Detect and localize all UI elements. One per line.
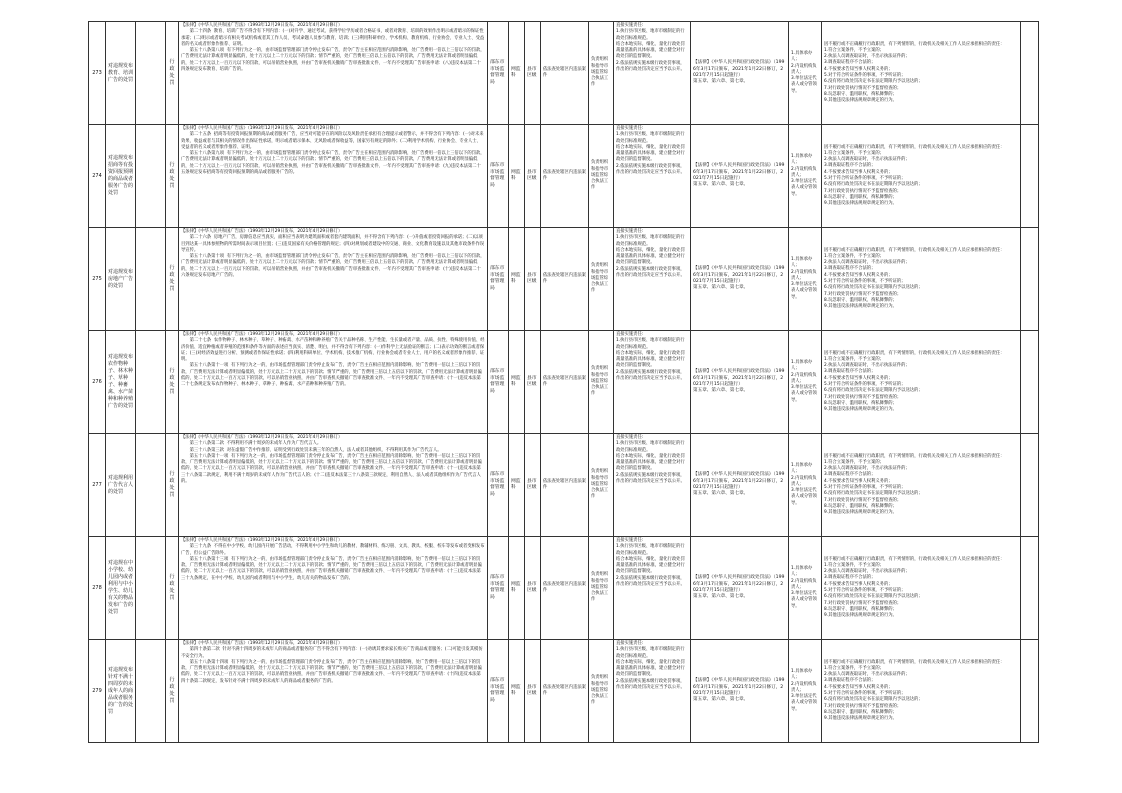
department: 邵东市市场监督管理局 (488, 434, 509, 537)
accountability: 因不履行或不正确履行行政职责，有下列情形的，行政机关及相关工作人员应承担相应的责任： 1.符合立案条件，不予立案的； 2.执法人员调查取证时，不出示执法证件的； 3.调查取证程序不合法的； 4.不按要求告知当事人权利义务的； 5.对于符合听证条件的事项，不予听证的； 6.没有将行政处罚决定书在法定期限内予以送达的； 7.对行政处罚执行情况不予监督检查的； 8.玩忽职守、滥用职权、徇私舞弊的； 9.其他违反法律法规规章规定的行为。 (822, 228, 1021, 331)
responsible-subject: 1.具体承办人； 2.内设机构负责人； 3.单位法定代表人或分管领导。 (789, 537, 822, 640)
duty: 负责组织和指导市场监管综合执法工作 (589, 228, 614, 331)
table-row (89, 331, 1039, 434)
row-number: 277 (89, 434, 106, 537)
level: 县市区级 (525, 331, 541, 434)
row-number: 274 (89, 125, 106, 228)
item-name: 对违规发布招商等有投资回报预期的商品或者服务广告的处罚 (106, 125, 136, 228)
section: 网监科 (509, 434, 525, 537)
accountability: 因不履行或不正确履行行政职责，有下列情形的，行政机关及相关工作人员应承担相应的责任： 1.符合立案条件，不予立案的； 2.执法人员调查取证时，不出示执法证件的； 3.调查取证程序不合法的； 4.不按要求告知当事人权利义务的； 5.对于符合听证条件的事项，不予听证的； 6.没有将行政处罚决定书在法定期限内予以送达的； 7.对行政处罚执行情况不予监督检查的； 8.玩忽职守、滥用职权、徇私舞弊的； 9.其他违反法律法规规章规定的行为。 (822, 331, 1021, 434)
legal-basis: 【法律】《中华人民共和国广告法》（1993年12月29日发布，2021年4月29日修订） 第四十条第二款 针对不满十四周岁的未成年人的商品或者服务的广告不得含有下列内容：(一)劝诱其要求家长购买广告商品或者服务；(二)可能引发其模仿不安全行为。 第五十八条第十四项 有下列行为之一的，由市场监督管理部门责令停止发布广告，责令广告主在相应范围内消除影响，处广告费用一倍以上三倍以下的罚款，广告费用无法计算或者明显偏低的，处十万元以上二十万元以下的罚款；情节严重的，处广告费用三倍以上五倍以下的罚款，广告费用无法计算或者明显偏低的，处二十万元以上一百万元以下的罚款，可以吊销营业执照，并由广告审查机关撤销广告审查批准文件、一年内不受理其广告审查申请：(十四)违反本法第四十条第二款规定，发布针对不满十四周岁的未成年人的商品或者服务的广告的。 (179, 640, 488, 743)
row-number: 273 (89, 22, 106, 125)
duty-detail: 直接实施责任: 1.执行县市区级、地市市级制定的行政处罚标准规范。 结合本地实际，细化、量化行政处罚裁量基准的具体标准，建立健全对行政处罚的监督制度。 2.依法依规实施本级行政处罚事项，作出的行政处罚决定应当予以公开。 (614, 434, 691, 537)
department: 邵东市市场监督管理局 (488, 537, 509, 640)
duty-detail: 直接实施责任: 1.执行县市区级、地市市级制定的行政处罚标准规范。 结合本地实际，细化、量化行政处罚裁量基准的具体标准，建立健全对行政处罚的监督制度。 2.依法依规实施本级行政处罚事项，作出的行政处罚决定应当予以公开。 (614, 125, 691, 228)
responsible-subject: 1.具体承办人； 2.内设机构负责人； 3.单位法定代表人或分管领导。 (789, 331, 822, 434)
row-number: 279 (89, 640, 106, 743)
empty-cell (136, 331, 166, 434)
empty-cell (1021, 537, 1039, 640)
law-reference: 【法律】《中华人民共和国行政处罚法》（1996年3月17日颁布，2021年1月22日修订，2021年7月15日起施行） 第五章、第六章、第七章。 (691, 228, 789, 331)
item-name: 对违规利用广告代言人的处罚 (106, 434, 136, 537)
responsible-subject: 1.具体承办人； 2.内设机构负责人； 3.单位法定代表人或分管领导。 (789, 228, 822, 331)
responsible-subject: 1.具体承办人； 2.内设机构负责人； 3.单位法定代表人或分管领导。 (789, 125, 822, 228)
legal-basis: 【法律】《中华人民共和国广告法》（1993年12月29日发布，2021年4月29日修订） 第二十四条 教育、培训广告不得含有下列内容：(一)对升学、通过考试、获得学位学历或者合格证书，或者对教育、培训的效果作出明示或者暗示的保证性承诺；(二)明示或者暗示有相关考试机构或者其工作人员、考试命题人员参与教育、培训；(三)利用科研单位、学术机构、教育机构、行业协会、专业人士、受益者的名义或者形象作推荐、证明。 第五十八条第八项 有下列行为之一的，由市场监督管理部门责令停止发布广告，责令广告主在相应范围内消除影响，处广告费用一倍以上三倍以下的罚款，广告费用无法计算或者明显偏低的，处十万元以上二十万元以下的罚款；情节严重的，处广告费用三倍以上五倍以下的罚款，广告费用无法计算或者明显偏低的，处二十万元以上一百万元以下的罚款，可以吊销营业执照，并由广告审查机关撤销广告审查批准文件、一年内不受理其广告审查申请：(八)违反本法第二十四条规定发布教育、培训广告的。 (179, 22, 488, 125)
scope: 依法查处辖区内违法案件 (541, 331, 589, 434)
empty-cell (136, 537, 166, 640)
duty-detail: 直接实施责任: 1.执行县市区级、地市市级制定的行政处罚标准规范。 结合本地实际，细化、量化行政处罚裁量基准的具体标准，建立健全对行政处罚的监督制度。 2.依法依规实施本级行政处罚事项，作出的行政处罚决定应当予以公开。 (614, 640, 691, 743)
scope: 依法查处辖区内违法案件 (541, 640, 589, 743)
section: 网监科 (509, 22, 525, 125)
table-row (89, 640, 1039, 743)
duty: 负责组织和指导市场监管综合执法工作 (589, 331, 614, 434)
section: 网监科 (509, 125, 525, 228)
item-type: 行政处罚 (166, 537, 179, 640)
level: 县市区级 (525, 125, 541, 228)
item-name: 对违规发布教育、培训广告的处罚 (106, 22, 136, 125)
empty-cell (1021, 331, 1039, 434)
empty-cell (1021, 228, 1039, 331)
table-row (89, 434, 1039, 537)
law-reference: 【法律】《中华人民共和国行政处罚法》（1996年3月17日颁布，2021年1月22日修订，2021年7月15日起施行） 第五章、第六章、第七章。 (691, 537, 789, 640)
row-number: 275 (89, 228, 106, 331)
item-name: 对违规发布房地产广告的处罚 (106, 228, 136, 331)
scope: 依法查处辖区内违法案件 (541, 22, 589, 125)
legal-basis: 【法律】《中华人民共和国广告法》（1993年12月29日发布，2021年4月29日修订） 第三十九条 不得在中小学校、幼儿园内开展广告活动，不得利用中小学生和幼儿的教材、教辅材料、练习册、文具、教具、校服、校车等发布或者变相发布广告，但公益广告除外。 第五十八条第十三项 有下列行为之一的，由市场监督管理部门责令停止发布广告，责令广告主在相应范围内消除影响，处广告费用一倍以上三倍以下的罚款，广告费用无法计算或者明显偏低的，处十万元以上二十万元以下的罚款；情节严重的，处广告费用三倍以上五倍以下的罚款，广告费用无法计算或者明显偏低的，处二十万元以上一百万元以下的罚款，可以吊销营业执照，并由广告审查机关撤销广告审查批准文件、一年内不受理其广告审查申请：(十三)违反本法第三十九条规定，在中小学校、幼儿园内或者利用与中小学生、幼儿有关的物品发布广告的。 (179, 537, 488, 640)
item-type: 行政处罚 (166, 434, 179, 537)
item-name: 对违规发布针对不满十四周岁的未成年人的商品或者服务的广告的处罚 (106, 640, 136, 743)
law-reference: 【法律】《中华人民共和国行政处罚法》（1996年3月17日颁布，2021年1月22日修订，2021年7月15日起施行） 第五章、第六章、第七章。 (691, 125, 789, 228)
department: 邵东市市场监督管理局 (488, 125, 509, 228)
empty-cell (1021, 22, 1039, 125)
department: 邵东市市场监督管理局 (488, 640, 509, 743)
accountability: 因不履行或不正确履行行政职责，有下列情形的，行政机关及相关工作人员应承担相应的责任： 1.符合立案条件，不予立案的； 2.执法人员调查取证时，不出示执法证件的； 3.调查取证程序不合法的； 4.不按要求告知当事人权利义务的； 5.对于符合听证条件的事项，不予听证的； 6.没有将行政处罚决定书在法定期限内予以送达的； 7.对行政处罚执行情况不予监督检查的； 8.玩忽职守、滥用职权、徇私舞弊的； 9.其他违反法律法规规章规定的行为。 (822, 537, 1021, 640)
scope: 依法查处辖区内违法案件 (541, 228, 589, 331)
table-row (89, 537, 1039, 640)
accountability: 因不履行或不正确履行行政职责，有下列情形的，行政机关及相关工作人员应承担相应的责任： 1.符合立案条件，不予立案的； 2.执法人员调查取证时，不出示执法证件的； 3.调查取证程序不合法的； 4.不按要求告知当事人权利义务的； 5.对于符合听证条件的事项，不予听证的； 6.没有将行政处罚决定书在法定期限内予以送达的； 7.对行政处罚执行情况不予监督检查的； 8.玩忽职守、滥用职权、徇私舞弊的； 9.其他违反法律法规规章规定的行为。 (822, 22, 1021, 125)
legal-basis: 【法律】《中华人民共和国广告法》（1993年12月29日发布，2021年4月29日修订） 第三十八条第二款 不得利用不满十周岁的未成年人作为广告代言人。 第三十八条第三款 对在虚假广告中作推荐、证明受到行政处罚未满三年的自然人、法人或者其他组织，不得利用其作为广告代言人。 第五十八条第十一项 有下列行为之一的，由市场监督管理部门责令停止发布广告，责令广告主在相应范围内消除影响，处广告费用一倍以上三倍以下的罚款，广告费用无法计算或者明显偏低的，处十万元以上二十万元以下的罚款；情节严重的，处广告费用三倍以上五倍以下的罚款，广告费用无法计算或者明显偏低的，处二十万元以上一百万元以下的罚款，可以吊销营业执照，并由广告审查机关撤销广告审查批准文件、一年内不受理其广告审查申请：(十一)违反本法第三十八条第二款规定，利用不满十周岁的未成年人作为广告代言人的；(十二)违反本法第三十八条第三款规定，利用自然人、法人或者其他组织作为广告代言人的。 (179, 434, 488, 537)
section: 网监科 (509, 331, 525, 434)
item-type: 行政处罚 (166, 331, 179, 434)
item-type: 行政处罚 (166, 125, 179, 228)
empty-cell (1021, 125, 1039, 228)
duty-detail: 直接实施责任: 1.执行县市区级、地市市级制定的行政处罚标准规范。 结合本地实际，细化、量化行政处罚裁量基准的具体标准，建立健全对行政处罚的监督制度。 2.依法依规实施本级行政处罚事项，作出的行政处罚决定应当予以公开。 (614, 537, 691, 640)
level: 县市区级 (525, 228, 541, 331)
scope: 依法查处辖区内违法案件 (541, 537, 589, 640)
empty-cell (136, 22, 166, 125)
scope: 依法查处辖区内违法案件 (541, 125, 589, 228)
law-reference: 【法律】《中华人民共和国行政处罚法》（1996年3月17日颁布，2021年1月22日修订，2021年7月15日起施行） 第五章、第六章、第七章。 (691, 640, 789, 743)
responsible-subject: 1.具体承办人； 2.内设机构负责人； 3.单位法定代表人或分管领导。 (789, 434, 822, 537)
law-reference: 【法律】《中华人民共和国行政处罚法》（1996年3月17日颁布，2021年1月22日修订，2021年7月15日起施行） 第五章、第六章、第七章。 (691, 434, 789, 537)
row-number: 278 (89, 537, 106, 640)
department: 邵东市市场监督管理局 (488, 228, 509, 331)
item-name: 对违规发布农作物种子、林木种子、草种子、种畜禽、水产苗种和种养殖广告的处罚 (106, 331, 136, 434)
legal-basis: 【法律】《中华人民共和国广告法》（1993年12月29日发布，2021年4月29日修订） 第二十五条 招商等有投资回报预期的商品或者服务广告，应当对可能存在的风险以及风险责任承担有合理提示或者警示，并不得含有下列内容：(一)对未来效果、收益或者与其相关的情况作出保证性承诺，明示或者暗示保本、无风险或者保收益等，国家另有规定的除外；(二)利用学术机构、行业协会、专业人士、受益者的名义或者形象作推荐、证明。 第五十八条第九项 有下列行为之一的，由市场监督管理部门责令停止发布广告，责令广告主在相应范围内消除影响，处广告费用一倍以上三倍以下的罚款，广告费用无法计算或者明显偏低的，处十万元以上二十万元以下的罚款；情节严重的，处广告费用三倍以上五倍以下的罚款，广告费用无法计算或者明显偏低的，处二十万元以上一百万元以下的罚款，可以吊销营业执照，并由广告审查机关撤销广告审查批准文件、一年内不受理其广告审查申请：(九)违反本法第二十五条规定发布招商等有投资回报预期的商品或者服务广告的。 (179, 125, 488, 228)
duty-detail: 直接实施责任: 1.执行县市区级、地市市级制定的行政处罚标准规范。 结合本地实际，细化、量化行政处罚裁量基准的具体标准，建立健全对行政处罚的监督制度。 2.依法依规实施本级行政处罚事项，作出的行政处罚决定应当予以公开。 (614, 331, 691, 434)
table-row (89, 22, 1039, 125)
department: 邵东市市场监督管理局 (488, 22, 509, 125)
duty: 负责组织和指导市场监管综合执法工作 (589, 434, 614, 537)
table-row (89, 125, 1039, 228)
responsible-subject: 1.具体承办人； 2.内设机构负责人； 3.单位法定代表人或分管领导。 (789, 22, 822, 125)
duty: 负责组织和指导市场监管综合执法工作 (589, 125, 614, 228)
empty-cell (136, 434, 166, 537)
level: 县市区级 (525, 434, 541, 537)
law-reference: 【法律】《中华人民共和国行政处罚法》（1996年3月17日颁布，2021年1月22日修订，2021年7月15日起施行） 第五章、第六章、第七章。 (691, 331, 789, 434)
legal-basis: 【法律】《中华人民共和国广告法》（1993年12月29日发布，2021年4月29日修订） 第二十六条 房地产广告，房源信息应当真实，面积应当表明为建筑面积或者套内建筑面积，并不得含有下列内容：(一)升值或者投资回报的承诺；(二)以项目到达某一具体参照物的所需时间表示项目位置；(三)违反国家有关价格管理的规定；(四)对规划或者建设中的交通、商业、文化教育设施以及其他市政条件作误导宣传。 第五十八条第十项 有下列行为之一的，由市场监督管理部门责令停止发布广告，责令广告主在相应范围内消除影响，处广告费用一倍以上三倍以下的罚款，广告费用无法计算或者明显偏低的，处十万元以上二十万元以下的罚款；情节严重的，处广告费用三倍以上五倍以下的罚款，广告费用无法计算或者明显偏低的，处二十万元以上一百万元以下的罚款，可以吊销营业执照，并由广告审查机关撤销广告审查批准文件、一年内不受理其广告审查申请：(十)违反本法第二十六条规定发布房地产广告的。 (179, 228, 488, 331)
accountability: 因不履行或不正确履行行政职责，有下列情形的，行政机关及相关工作人员应承担相应的责任： 1.符合立案条件，不予立案的； 2.执法人员调查取证时，不出示执法证件的； 3.调查取证程序不合法的； 4.不按要求告知当事人权利义务的； 5.对于符合听证条件的事项，不予听证的； 6.没有将行政处罚决定书在法定期限内予以送达的； 7.对行政处罚执行情况不予监督检查的； 8.玩忽职守、滥用职权、徇私舞弊的； 9.其他违反法律法规规章规定的行为。 (822, 434, 1021, 537)
law-reference: 【法律】《中华人民共和国行政处罚法》（1996年3月17日颁布，2021年1月22日修订，2021年7月15日起施行） 第五章、第六章、第七章。 (691, 22, 789, 125)
level: 县市区级 (525, 640, 541, 743)
empty-cell (136, 228, 166, 331)
duty: 负责组织和指导市场监管综合执法工作 (589, 537, 614, 640)
empty-cell (1021, 434, 1039, 537)
duty-detail: 直接实施责任: 1.执行县市区级、地市市级制定的行政处罚标准规范。 结合本地实际，细化、量化行政处罚裁量基准的具体标准，建立健全对行政处罚的监督制度。 2.依法依规实施本级行政处罚事项，作出的行政处罚决定应当予以公开。 (614, 22, 691, 125)
accountability: 因不履行或不正确履行行政职责，有下列情形的，行政机关及相关工作人员应承担相应的责任： 1.符合立案条件，不予立案的； 2.执法人员调查取证时，不出示执法证件的； 3.调查取证程序不合法的； 4.不按要求告知当事人权利义务的； 5.对于符合听证条件的事项，不予听证的； 6.没有将行政处罚决定书在法定期限内予以送达的； 7.对行政处罚执行情况不予监督检查的； 8.玩忽职守、滥用职权、徇私舞弊的； 9.其他违反法律法规规章规定的行为。 (822, 125, 1021, 228)
duty: 负责组织和指导市场监管综合执法工作 (589, 640, 614, 743)
section: 网监科 (509, 228, 525, 331)
duty: 负责组织和指导市场监管综合执法工作 (589, 22, 614, 125)
level: 县市区级 (525, 22, 541, 125)
accountability: 因不履行或不正确履行行政职责，有下列情形的，行政机关及相关工作人员应承担相应的责任： 1.符合立案条件，不予立案的； 2.执法人员调查取证时，不出示执法证件的； 3.调查取证程序不合法的； 4.不按要求告知当事人权利义务的； 5.对于符合听证条件的事项，不予听证的； 6.没有将行政处罚决定书在法定期限内予以送达的； 7.对行政处罚执行情况不予监督检查的； 8.玩忽职守、滥用职权、徇私舞弊的； 9.其他违反法律法规规章规定的行为。 (822, 640, 1021, 743)
item-type: 行政处罚 (166, 22, 179, 125)
table-row (89, 228, 1039, 331)
power-list-table (88, 21, 1039, 743)
empty-cell (1021, 640, 1039, 743)
scope: 依法查处辖区内违法案件 (541, 434, 589, 537)
item-type: 行政处罚 (166, 228, 179, 331)
section: 网监科 (509, 537, 525, 640)
legal-basis: 【法律】《中华人民共和国广告法》（1993年12月29日发布，2021年4月29日修订） 第二十七条 农作物种子、林木种子、草种子、种畜禽、水产苗种和种养殖广告关于品种名称、生产性能、生长量或者产量、品质、抗性、特殊使用价值、经济价值、适宜种植或者养殖的范围和条件等方面的表述应当真实、清楚、明白，并不得含有下列内容：(一)作科学上无法验证的断言；(二)表示功效的断言或者保证；(三)对经济效益进行分析、预测或者作保证性承诺；(四)利用科研单位、学术机构、技术推广机构、行业协会或者专业人士、用户的名义或者形象作推荐、证明。 第五十八条第十一项 有下列行为之一的，由市场监督管理部门责令停止发布广告，责令广告主在相应范围内消除影响，处广告费用一倍以上三倍以下的罚款，广告费用无法计算或者明显偏低的，处十万元以上二十万元以下的罚款；情节严重的，处广告费用三倍以上五倍以下的罚款，广告费用无法计算或者明显偏低的，处二十万元以上一百万元以下的罚款，可以吊销营业执照，并由广告审查机关撤销广告审查批准文件、一年内不受理其广告审查申请：(十一)违反本法第二十七条规定发布农作物种子、林木种子、草种子、种畜禽、水产苗种和种养殖广告的。 (179, 331, 488, 434)
duty-detail: 直接实施责任: 1.执行县市区级、地市市级制定的行政处罚标准规范。 结合本地实际，细化、量化行政处罚裁量基准的具体标准，建立健全对行政处罚的监督制度。 2.依法依规实施本级行政处罚事项，作出的行政处罚决定应当予以公开。 (614, 228, 691, 331)
responsible-subject: 1.具体承办人； 2.内设机构负责人； 3.单位法定代表人或分管领导。 (789, 640, 822, 743)
item-name: 对违规在中小学校、幼儿园内或者利用与中小学生、幼儿有关的物品发布广告的处罚 (106, 537, 136, 640)
level: 县市区级 (525, 537, 541, 640)
empty-cell (136, 125, 166, 228)
row-number: 276 (89, 331, 106, 434)
department: 邵东市市场监督管理局 (488, 331, 509, 434)
item-type: 行政处罚 (166, 640, 179, 743)
section: 网监科 (509, 640, 525, 743)
empty-cell (136, 640, 166, 743)
